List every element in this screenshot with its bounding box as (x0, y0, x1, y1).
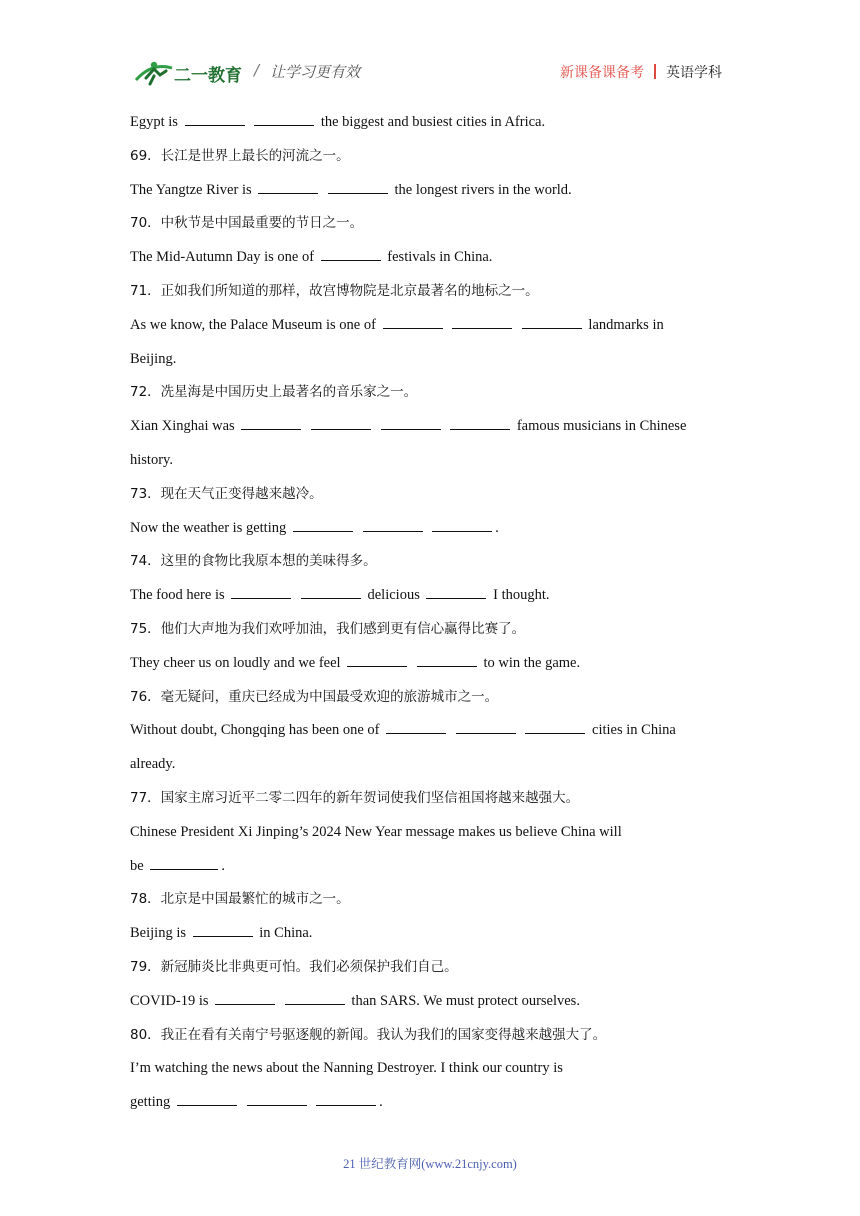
page-footer: 21 世纪教育网(www.21cnjy.com) (343, 1157, 517, 1171)
answer-blank[interactable] (522, 316, 582, 329)
item-76-chinese: 76．毫无疑问，重庆已经成为中国最受欢迎的旅游城市之一。 (130, 688, 499, 705)
item-73-english: Now the weather is getting . (130, 519, 499, 536)
item-76-english-cont: already. (130, 756, 176, 773)
answer-blank[interactable] (321, 248, 381, 261)
answer-blank[interactable] (525, 721, 585, 734)
answer-blank[interactable] (381, 417, 441, 430)
answer-blank[interactable] (258, 181, 318, 194)
answer-blank[interactable] (254, 113, 314, 126)
logo-icon (132, 56, 244, 90)
item-78-chinese: 78．北京是中国最繁忙的城市之一。 (130, 891, 350, 908)
answer-blank[interactable] (426, 586, 486, 599)
answer-blank[interactable] (417, 654, 477, 667)
item-77-english: Chinese President Xi Jinping’s 2024 New Year message makes us believe China will (130, 823, 622, 840)
item-75-english: They cheer us on loudly and we feel to win the game. (130, 654, 581, 671)
answer-blank[interactable] (316, 1093, 376, 1106)
item-70-chinese: 70．中秋节是中国最重要的节日之一。 (130, 215, 364, 232)
item-80-english: I’m watching the news about the Nanning Destroyer. I think our country is (130, 1060, 563, 1077)
answer-blank[interactable] (293, 519, 353, 532)
answer-blank[interactable] (347, 654, 407, 667)
item-74-english: The food here is delicious I thought. (130, 587, 550, 604)
item-72-english-cont: history. (130, 451, 173, 468)
answer-blank[interactable] (432, 519, 492, 532)
answer-blank[interactable] (456, 721, 516, 734)
item-74-chinese: 74．这里的食物比我原本想的美味得多。 (130, 553, 377, 570)
answer-blank[interactable] (215, 992, 275, 1005)
header-brand: 新课备课备考 (560, 65, 644, 81)
answer-blank[interactable] (285, 992, 345, 1005)
answer-blank[interactable] (452, 316, 512, 329)
answer-blank[interactable] (328, 181, 388, 194)
answer-blank[interactable] (241, 417, 301, 430)
item-77-chinese: 77．国家主席习近平二零二四年的新年贺词使我们坚信祖国将越来越强大。 (130, 789, 580, 806)
item-73-chinese: 73．现在天气正变得越来越冷。 (130, 485, 323, 502)
answer-blank[interactable] (386, 721, 446, 734)
header-slogan: 让学习更有效 (270, 63, 361, 81)
item-70-english: The Mid-Autumn Day is one of festivals in China. (130, 249, 493, 266)
exercise-content (130, 106, 730, 1120)
answer-blank[interactable] (247, 1093, 307, 1106)
page-header (0, 0, 860, 100)
item-79-chinese: 79．新冠肺炎比非典更可怕。我们必须保护我们自己。 (130, 958, 458, 975)
item-72-english: Xian Xinghai was famous musicians in Chinese (130, 418, 687, 435)
item-72-chinese: 72．冼星海是中国历史上最著名的音乐家之一。 (130, 384, 418, 401)
header-subject: 英语学科 (666, 65, 722, 81)
item-69-chinese: 69．长江是世界上最长的河流之一。 (130, 147, 350, 164)
header-right (560, 62, 722, 82)
logo-text: 二一教育 (174, 66, 242, 86)
answer-blank[interactable] (301, 586, 361, 599)
item-71-english-cont: Beijing. (130, 350, 177, 367)
answer-blank[interactable] (450, 417, 510, 430)
header-divider (654, 64, 656, 79)
item-68-english: Egypt is the biggest and busiest cities in Africa. (130, 114, 546, 130)
item-69-english: The Yangtze River is the longest rivers in the world. (130, 181, 572, 198)
item-77-english-cont: be . (130, 857, 225, 874)
answer-blank[interactable] (177, 1093, 237, 1106)
answer-blank[interactable] (150, 857, 218, 870)
item-79-english: COVID-19 is than SARS. We must protect ourselves. (130, 992, 580, 1009)
answer-blank[interactable] (231, 586, 291, 599)
item-75-chinese: 75．他们大声地为我们欢呼加油，我们感到更有信心赢得比赛了。 (130, 620, 526, 637)
answer-blank[interactable] (363, 519, 423, 532)
slogan-separator: / (254, 61, 260, 79)
answer-blank[interactable] (193, 924, 253, 937)
answer-blank[interactable] (311, 417, 371, 430)
item-76-english: Without doubt, Chongqing has been one of cities in China (130, 722, 676, 739)
item-80-chinese: 80．我正在看有关南宁号驱逐舰的新闻。我认为我们的国家变得越来越强大了。 (130, 1026, 607, 1043)
item-78-english: Beijing is in China. (130, 925, 313, 942)
item-71-chinese: 71．正如我们所知道的那样，故宫博物院是北京最著名的地标之一。 (130, 282, 539, 299)
item-80-english-cont: getting . (130, 1094, 383, 1111)
answer-blank[interactable] (185, 113, 245, 126)
item-71-english: As we know, the Palace Museum is one of landmarks in (130, 316, 664, 333)
answer-blank[interactable] (383, 316, 443, 329)
